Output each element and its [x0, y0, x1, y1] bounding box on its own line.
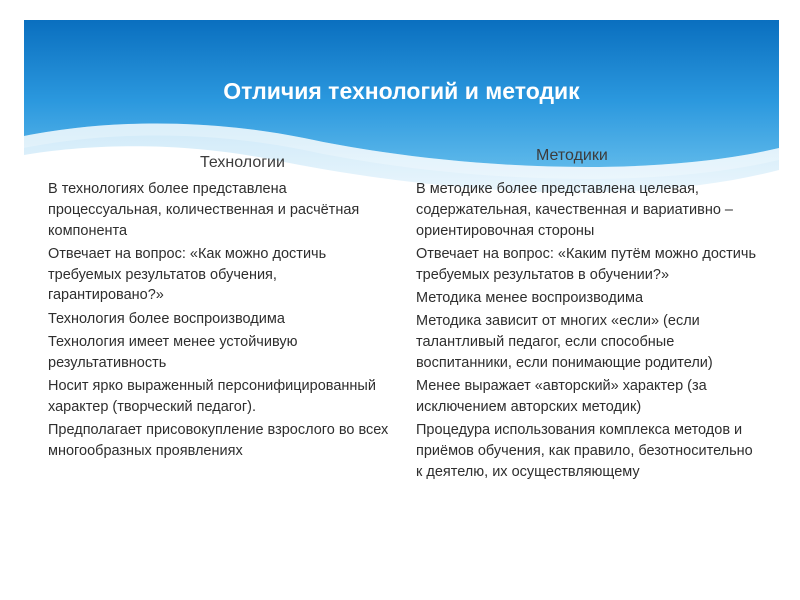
- slide-title: Отличия технологий и методик: [223, 78, 580, 104]
- methods-list: [416, 179, 761, 485]
- list-item: Методика менее воспроизводима: [416, 289, 644, 306]
- list-item: Технология более воспроизводима: [48, 310, 285, 327]
- list-item: В методике более представлена целевая, содержательная, качественная и вариативно – ориентировочная стороны: [416, 181, 733, 239]
- list-item: Отвечает на вопрос: «Каким путём можно достичь требуемых результатов в обучении?»: [416, 245, 757, 283]
- methods-heading: Методики: [536, 147, 608, 164]
- list-item: В технологиях более представлена процессуальная, количественная и расчётная компонента: [48, 181, 360, 239]
- technologies-heading: Технологии: [200, 154, 285, 171]
- slide: [24, 20, 779, 583]
- technologies-list: [48, 179, 393, 464]
- list-item: Технология имеет менее устойчивую результативность: [48, 334, 298, 371]
- list-item: Менее выражает «авторский» характер (за исключением авторских методик): [416, 378, 707, 415]
- list-item: Методика зависит от многих «если» (если талантливый педагог, если способные воспитанники, если понимающие родители): [416, 313, 713, 371]
- list-item: Отвечает на вопрос: «Как можно достичь требуемых результатов обучения, гарантировано?»: [48, 245, 327, 304]
- list-item: Предполагает присовокупление взрослого во всех многообразных проявлениях: [48, 422, 389, 460]
- list-item: Процедура использования комплекса методов и приёмов обучения, как правило, безотносительно к деятелю, их осуществляющему: [416, 422, 753, 480]
- list-item: Носит ярко выраженный персонифицированный характер (творческий педагог).: [48, 378, 376, 415]
